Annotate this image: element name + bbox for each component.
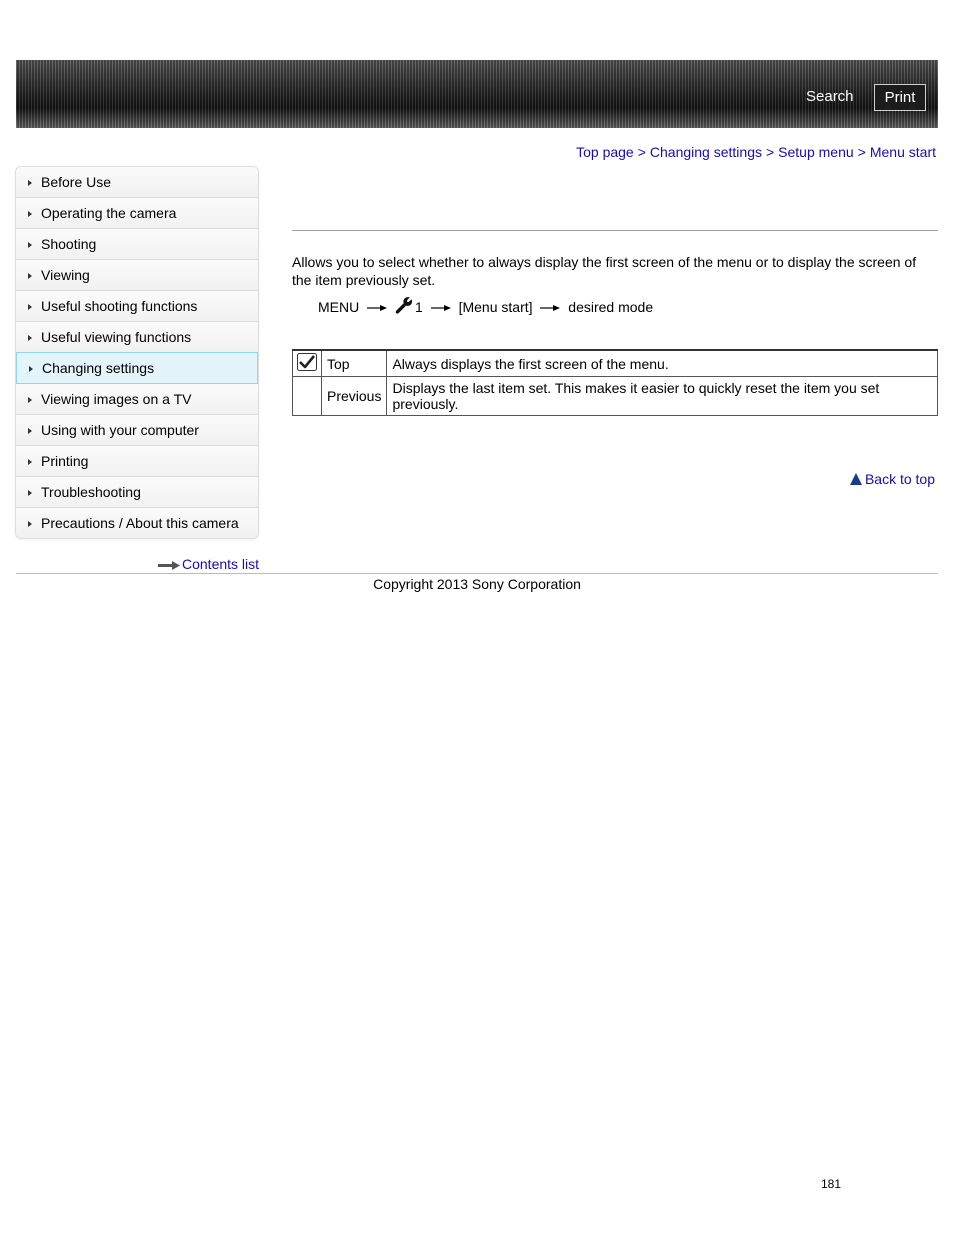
footer-divider — [16, 573, 938, 574]
breadcrumb — [576, 144, 936, 160]
table-row — [293, 377, 938, 416]
sidebar-item-label: Shooting — [41, 236, 97, 252]
sidebar-item-before-use[interactable] — [16, 167, 258, 198]
sidebar-item-shooting[interactable] — [16, 229, 258, 260]
options-table — [292, 349, 938, 416]
menu-item-label: [Menu start] — [458, 299, 533, 315]
arrow-right-icon — [540, 304, 560, 312]
sidebar-item-label: Troubleshooting — [41, 484, 141, 500]
sidebar-item-label: Before Use — [41, 174, 112, 190]
sidebar-item-troubleshooting[interactable] — [16, 477, 258, 508]
sidebar-item-using-with-your-computer[interactable] — [16, 415, 258, 446]
sidebar-item-viewing[interactable] — [16, 260, 258, 291]
header-bar — [16, 60, 938, 128]
triangle-right-icon — [28, 211, 32, 217]
sidebar-item-printing[interactable] — [16, 446, 258, 477]
option-name: Previous — [322, 377, 387, 416]
contents-list-label: Contents list — [182, 556, 260, 572]
title-divider — [292, 230, 938, 231]
triangle-right-icon — [28, 335, 32, 341]
arrow-right-icon — [158, 561, 180, 570]
checkmark-icon — [297, 353, 317, 371]
intro-text: Allows you to select whether to always display the first screen of the menu or to display the screen of the item previously set. — [292, 254, 917, 288]
sidebar-item-operating-the-camera[interactable] — [16, 198, 258, 229]
back-to-top-link[interactable] — [850, 471, 935, 487]
setup-number: 1 — [415, 299, 423, 315]
arrow-right-icon — [367, 304, 387, 312]
triangle-right-icon — [29, 366, 33, 372]
triangle-right-icon — [28, 180, 32, 186]
arrow-right-icon — [431, 304, 451, 312]
breadcrumb-changing-settings[interactable]: Changing settings — [649, 144, 762, 160]
sidebar-item-precautions[interactable] — [16, 508, 258, 538]
wrench-icon — [395, 296, 413, 314]
sidebar-item-viewing-images-on-a-tv[interactable] — [16, 384, 258, 415]
menu-path — [318, 296, 653, 315]
contents-list-link[interactable] — [158, 556, 259, 572]
table-row — [293, 350, 938, 377]
triangle-right-icon — [28, 428, 32, 434]
copyright-text: Copyright 2013 Sony Corporation — [373, 576, 581, 592]
triangle-up-icon — [850, 473, 862, 485]
triangle-right-icon — [28, 397, 32, 403]
option-name: Top — [322, 350, 387, 377]
sidebar-nav — [15, 166, 259, 539]
default-indicator-cell — [293, 377, 322, 416]
sidebar-item-label: Useful shooting functions — [41, 298, 198, 314]
option-description: Displays the last item set. This makes it easier to quickly reset the item you set previously. — [387, 377, 938, 416]
back-to-top-label: Back to top — [864, 471, 935, 487]
search-link[interactable]: Search — [806, 88, 854, 105]
breadcrumb-separator: > — [857, 144, 866, 160]
default-indicator-cell — [293, 350, 322, 377]
breadcrumb-separator: > — [765, 144, 775, 160]
sidebar-item-useful-shooting-functions[interactable] — [16, 291, 258, 322]
print-button[interactable]: Print — [874, 84, 926, 111]
triangle-right-icon — [28, 521, 32, 527]
sidebar-item-changing-settings[interactable] — [16, 352, 258, 384]
breadcrumb-menu-start[interactable]: Menu start — [869, 144, 936, 160]
triangle-right-icon — [28, 242, 32, 248]
sidebar-item-label: Viewing — [41, 267, 90, 283]
triangle-right-icon — [28, 273, 32, 279]
breadcrumb-separator: > — [637, 144, 646, 160]
sidebar-item-useful-viewing-functions[interactable] — [16, 322, 258, 353]
breadcrumb-setup-menu[interactable]: Setup menu — [778, 144, 854, 160]
sidebar-item-label: Precautions / About this camera — [41, 515, 239, 531]
triangle-right-icon — [28, 490, 32, 496]
option-description: Always displays the first screen of the menu. — [387, 350, 938, 377]
triangle-right-icon — [28, 304, 32, 310]
breadcrumb-top-page[interactable]: Top page — [576, 144, 634, 160]
sidebar-item-label: Changing settings — [42, 360, 155, 376]
triangle-right-icon — [28, 459, 32, 465]
sidebar-item-label: Using with your computer — [41, 422, 199, 438]
menu-label: MENU — [318, 299, 360, 315]
sidebar-item-label: Printing — [41, 453, 89, 469]
sidebar-item-label: Useful viewing functions — [41, 329, 192, 345]
sidebar-item-label: Viewing images on a TV — [41, 391, 192, 407]
page-number: 181 — [821, 1177, 842, 1191]
sidebar-item-label: Operating the camera — [41, 205, 177, 221]
mode-label: desired mode — [568, 299, 654, 315]
